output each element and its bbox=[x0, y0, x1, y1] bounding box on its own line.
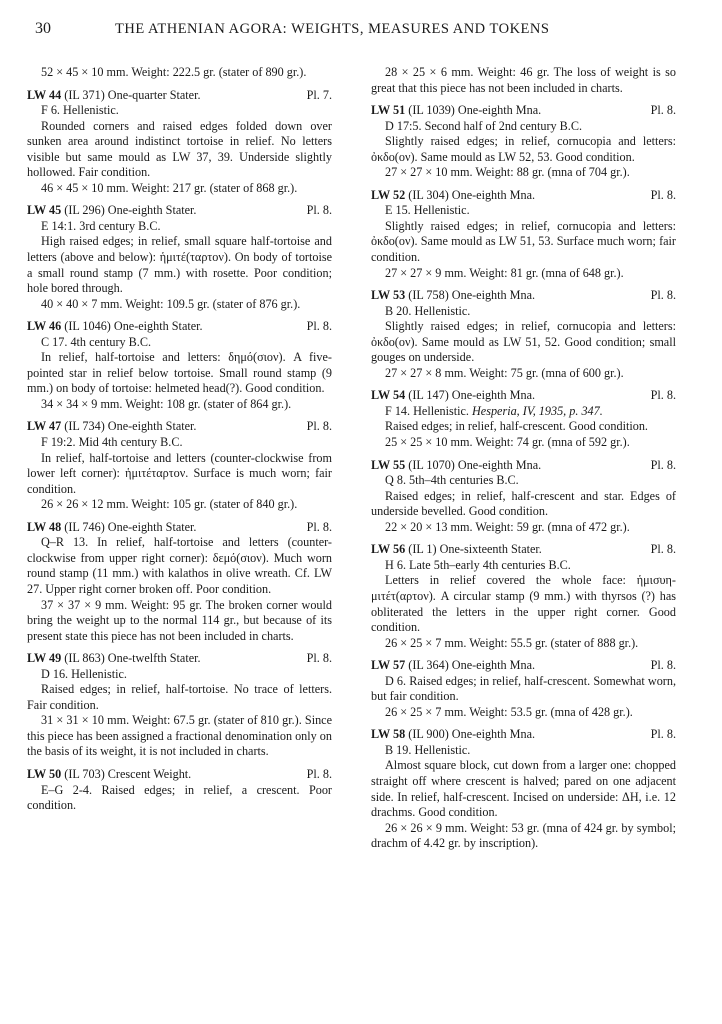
entry-heading bbox=[27, 651, 332, 667]
catalog-entry-lw55 bbox=[371, 458, 676, 536]
plate-reference: Pl. 8. bbox=[650, 542, 676, 557]
entry-heading bbox=[371, 188, 676, 204]
catalog-number: LW 48 bbox=[27, 519, 62, 534]
entry-date: B 20. Hellenistic. bbox=[385, 303, 471, 318]
plate-reference: Pl. 7. bbox=[306, 87, 332, 102]
entry-measurements: 26 × 25 × 7 mm. Weight: 53.5 gr. (mna of 428 gr.). bbox=[385, 704, 633, 719]
entry-date: E 14:1. 3rd century B.C. bbox=[41, 218, 161, 233]
plate-reference: Pl. 8. bbox=[306, 766, 332, 781]
catalog-number: LW 53 bbox=[371, 288, 406, 303]
entry-heading bbox=[27, 88, 332, 104]
entry-measurements: 37 × 37 × 9 mm. Weight: 95 gr. The broken corner would bring the weight up to the normal 114 gr., but because of its present state this piece has not been included in charts. bbox=[27, 597, 332, 643]
entry-description: Slightly raised edges; in relief, cornucopia and letters: ὀκδο(ον). Same mould as LW 52, 53. Good condition. bbox=[371, 134, 676, 164]
entry-heading bbox=[27, 767, 332, 783]
plate-reference: Pl. 8. bbox=[306, 203, 332, 218]
entry-measurements: 46 × 45 × 10 mm. Weight: 217 gr. (stater of 868 gr.). bbox=[41, 180, 298, 195]
catalog-entry-lw45 bbox=[27, 203, 332, 312]
entry-heading bbox=[27, 419, 332, 435]
catalog-number: LW 50 bbox=[27, 766, 62, 781]
entry-measurements: 25 × 25 × 10 mm. Weight: 74 gr. (mna of 592 gr.). bbox=[385, 435, 630, 450]
entry-description: Slightly raised edges; in relief, cornucopia and letters: ὀκδο(ον). Same mould as LW 51, 53. Surface much worn; fair condition. bbox=[371, 218, 676, 265]
entry-description: In relief, half-tortoise and letters (counter-clockwise from lower left corner): ἡμιτέταρτον. Surface is much worn; fair condition. bbox=[27, 450, 332, 496]
catalog-number: LW 51 bbox=[371, 103, 406, 118]
entry-measurements: 27 × 27 × 9 mm. Weight: 81 gr. (mna of 648 gr.). bbox=[385, 265, 624, 280]
entry-description: Slightly raised edges; in relief, cornucopia and letters: ὀκδο(ον). Same mould as LW 51, 52. Good condition; small gouges on underside. bbox=[371, 319, 676, 365]
catalog-entry-lw47 bbox=[27, 419, 332, 512]
right-column bbox=[371, 65, 676, 859]
catalog-number: LW 58 bbox=[371, 727, 406, 742]
entry-heading bbox=[27, 203, 332, 219]
left-column bbox=[27, 65, 332, 821]
plate-reference: Pl. 8. bbox=[306, 651, 332, 666]
entry-heading bbox=[371, 727, 676, 743]
catalog-number: LW 55 bbox=[371, 457, 406, 472]
entry-description: In relief, half-tortoise and letters: δημό(σιον). A five-pointed star in relief below tortoise. Small round stamp (9 mm.) on body of tortoise: helmeted head(?). Good condition. bbox=[27, 350, 332, 396]
entry-measurements: 26 × 25 × 7 mm. Weight: 55.5 gr. (stater of 888 gr.). bbox=[385, 635, 639, 650]
catalog-number: LW 56 bbox=[371, 542, 406, 557]
entry-heading bbox=[371, 388, 676, 404]
entry-heading bbox=[27, 520, 332, 536]
entry-description: Letters in relief covered the whole face: ἡμισυη-μιτέτ(αρτον). A circular stamp (9 mm.) with thyrsos (?) has obliterated the letters in the upper right corner. Good condition. bbox=[371, 573, 676, 635]
entry-date: F 6. Hellenistic. bbox=[41, 103, 119, 118]
catalog-entry-lw58 bbox=[371, 727, 676, 851]
entry-date: F 19:2. Mid 4th century B.C. bbox=[41, 435, 183, 450]
plate-reference: Pl. 8. bbox=[650, 457, 676, 472]
entry-date: D 17:5. Second half of 2nd century B.C. bbox=[385, 118, 582, 133]
catalog-entry-lw48 bbox=[27, 520, 332, 644]
catalog-entry-lw52 bbox=[371, 188, 676, 281]
entry-heading bbox=[371, 542, 676, 558]
entry-description: Almost square block, cut down from a larger one: chopped straight off where crescent is halved; pared on one adjacent side. In relief, half-crescent. Incised on underside: ΔΗ, i.e. 12 drachms. Good condition. bbox=[371, 758, 676, 820]
entry-date: E 15. Hellenistic. bbox=[385, 203, 470, 218]
catalog-entry-lw51 bbox=[371, 103, 676, 181]
entry-measurements: 52 × 45 × 10 mm. Weight: 222.5 gr. (stater of 890 gr.). bbox=[41, 65, 307, 79]
entry-description: Raised edges; in relief, half-crescent and star. Edges of underside bevelled. Good condition. bbox=[371, 488, 676, 519]
catalog-number: LW 57 bbox=[371, 658, 406, 673]
catalog-entry-lw54 bbox=[371, 388, 676, 450]
catalog-number: LW 47 bbox=[27, 419, 62, 434]
entry-heading bbox=[371, 658, 676, 674]
entry-description: Raised edges; in relief, half-tortoise. No trace of letters. Fair condition. bbox=[27, 682, 332, 712]
running-title: THE ATHENIAN AGORA: WEIGHTS, MEASURES AND TOKENS bbox=[115, 21, 550, 37]
entry-measurements: 26 × 26 × 12 mm. Weight: 105 gr. (stater of 840 gr.). bbox=[41, 497, 298, 512]
entry-title: (IL 1039) One-eighth Mna. bbox=[408, 103, 542, 118]
entry-measurements: 27 × 27 × 10 mm. Weight: 88 gr. (mna of 704 gr.). bbox=[385, 165, 630, 180]
entry-title: (IL 1070) One-eighth Mna. bbox=[408, 457, 542, 472]
entry-measurements: 40 × 40 × 7 mm. Weight: 109.5 gr. (stater of 876 gr.). bbox=[41, 296, 301, 311]
page-number: 30 bbox=[35, 20, 51, 37]
entry-measurements: 26 × 26 × 9 mm. Weight: 53 gr. (mna of 424 gr. by symbol; drachm of 4.42 gr. by inscription). bbox=[371, 820, 676, 851]
entry-title: (IL 147) One-eighth Mna. bbox=[408, 388, 536, 403]
entry-heading bbox=[371, 458, 676, 474]
entry-title: (IL 304) One-eighth Mna. bbox=[408, 187, 536, 202]
plate-reference: Pl. 8. bbox=[650, 388, 676, 403]
entry-title: (IL 364) One-eighth Mna. bbox=[408, 658, 536, 673]
entry-measurements: 28 × 25 × 6 mm. Weight: 46 gr. The loss of weight is so great that this piece has not been included in charts. bbox=[371, 65, 676, 95]
entry-measurements: 22 × 20 × 13 mm. Weight: 59 gr. (mna of 472 gr.). bbox=[385, 519, 630, 534]
entry-title: (IL 746) One-eighth Stater. bbox=[64, 519, 197, 534]
entry-date: Q 8. 5th–4th centuries B.C. bbox=[385, 473, 519, 488]
entry-title: (IL 296) One-eighth Stater. bbox=[64, 203, 197, 218]
plate-reference: Pl. 8. bbox=[650, 103, 676, 118]
entry-heading bbox=[27, 319, 332, 335]
plate-reference: Pl. 8. bbox=[306, 419, 332, 434]
entry-description: Raised edges; in relief, half-crescent. Good condition. bbox=[385, 419, 648, 434]
entry-date: C 17. 4th century B.C. bbox=[41, 334, 152, 349]
catalog-number: LW 45 bbox=[27, 203, 62, 218]
entry-title: (IL 371) One-quarter Stater. bbox=[64, 87, 201, 102]
entry-heading bbox=[371, 288, 676, 304]
entry-date: D 16. Hellenistic. bbox=[41, 666, 127, 681]
catalog-entry-lw57 bbox=[371, 658, 676, 720]
entry-title: (IL 703) Crescent Weight. bbox=[64, 766, 192, 781]
plate-reference: Pl. 8. bbox=[650, 288, 676, 303]
catalog-number: LW 49 bbox=[27, 651, 62, 666]
bibliography-reference: Hesperia, IV, 1935, p. 347. bbox=[472, 403, 603, 418]
entry-description: Rounded corners and raised edges folded down over sunken area around indistinct tortoise in relief. No letters visible but same mould as LW 37, 39. Underside slightly hollowed. Fair condition. bbox=[27, 118, 332, 180]
plate-reference: Pl. 8. bbox=[650, 187, 676, 202]
catalog-entry-lw56 bbox=[371, 542, 676, 651]
entry-description: Q–R 13. In relief, half-tortoise and letters (counter-clockwise from upper right corner): δεμό(σιον). Much worn round stamp (11 mm.) with kalathos in olive wreath. Cf. LW 27. Upper right corner broken off. Poor condition. bbox=[27, 535, 332, 596]
catalog-number: LW 54 bbox=[371, 388, 406, 403]
catalog-number: LW 44 bbox=[27, 87, 62, 102]
plate-reference: Pl. 8. bbox=[650, 658, 676, 673]
plate-reference: Pl. 8. bbox=[306, 319, 332, 334]
entry-title: (IL 900) One-eighth Mna. bbox=[408, 727, 536, 742]
entry-description: E–G 2-4. Raised edges; in relief, a crescent. Poor condition. bbox=[27, 782, 332, 813]
catalog-entry-lw46 bbox=[27, 319, 332, 412]
entry-heading bbox=[371, 103, 676, 119]
entry-description: High raised edges; in relief, small square half-tortoise and letters (above and below): ἡμιτέ(ταρτον). On body of tortoise a small round stamp (7 mm.) with rosette. Poor condition; hole bored through. bbox=[27, 234, 332, 296]
catalog-entry-lw44 bbox=[27, 88, 332, 197]
entry-date: H 6. Late 5th–early 4th centuries B.C. bbox=[385, 557, 571, 572]
plate-reference: Pl. 8. bbox=[306, 519, 332, 534]
continuation-entry bbox=[371, 65, 676, 96]
entry-date-line bbox=[371, 404, 676, 420]
entry-measurements: 27 × 27 × 8 mm. Weight: 75 gr. (mna of 600 gr.). bbox=[385, 365, 624, 380]
entry-date: F 14. Hellenistic. bbox=[385, 403, 469, 418]
catalog-entry-lw50 bbox=[27, 767, 332, 814]
catalog-number: LW 46 bbox=[27, 319, 62, 334]
page-header bbox=[35, 20, 695, 42]
entry-measurements: 34 × 34 × 9 mm. Weight: 108 gr. (stater of 864 gr.). bbox=[41, 396, 292, 411]
entry-date: B 19. Hellenistic. bbox=[385, 742, 471, 757]
catalog-entry-lw53 bbox=[371, 288, 676, 381]
entry-title: (IL 1046) One-eighth Stater. bbox=[64, 319, 203, 334]
entry-description: D 6. Raised edges; in relief, half-crescent. Somewhat worn, but fair condition. bbox=[371, 673, 676, 704]
entry-title: (IL 758) One-eighth Mna. bbox=[408, 288, 536, 303]
catalog-entry-lw49 bbox=[27, 651, 332, 760]
entry-measurements: 31 × 31 × 10 mm. Weight: 67.5 gr. (stater of 810 gr.). Since this piece has been assigned a fractional denomination only on the basis of its weight, it is not included in charts. bbox=[27, 713, 332, 759]
entry-title: (IL 863) One-twelfth Stater. bbox=[64, 651, 201, 666]
continuation-entry bbox=[27, 65, 332, 81]
plate-reference: Pl. 8. bbox=[650, 727, 676, 742]
entry-title: (IL 1) One-sixteenth Stater. bbox=[408, 542, 542, 557]
catalog-number: LW 52 bbox=[371, 187, 406, 202]
entry-title: (IL 734) One-eighth Stater. bbox=[64, 419, 197, 434]
